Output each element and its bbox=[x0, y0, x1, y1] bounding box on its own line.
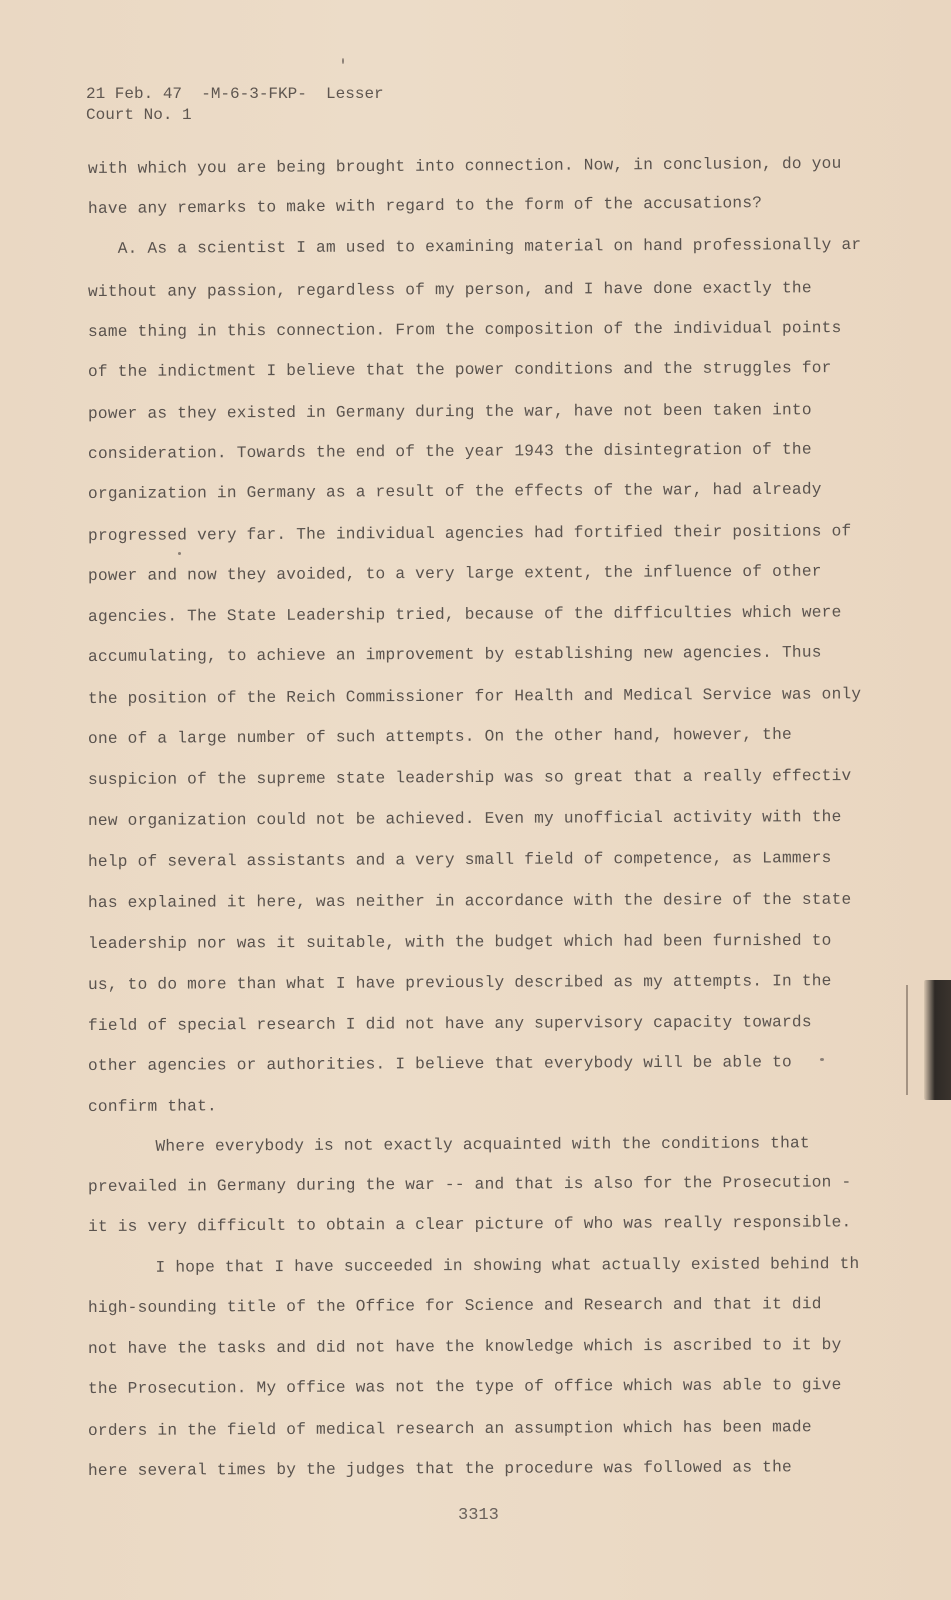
transcript-line: same thing in this connection. From the composition of the individual points bbox=[87, 319, 842, 341]
paper-speck bbox=[820, 1058, 824, 1061]
transcript-line: with which you are being brought into connection. Now, in conclusion, do you bbox=[87, 154, 842, 178]
transcript-line: field of special research I did not have any supervisory capacity towards bbox=[87, 1013, 812, 1035]
transcript-line: us, to do more than what I have previously described as my attempts. In the bbox=[87, 972, 832, 994]
page-edge-crease bbox=[906, 985, 908, 1095]
header-date-reference: 21 Feb. 47 -M-6-3-FKP- Lesser bbox=[86, 85, 384, 103]
transcript-line: prevailed in Germany during the war -- and that is also for the Prosecution - bbox=[87, 1173, 852, 1196]
transcript-line: agencies. The State Leadership tried, because of the difficulties which were bbox=[87, 603, 842, 626]
page-number: 3313 bbox=[458, 1506, 499, 1525]
transcript-line: consideration. Towards the end of the year 1943 the disintegration of the bbox=[87, 440, 812, 463]
transcript-line: have any remarks to make with regard to the form of the accusations? bbox=[87, 194, 763, 218]
document-header bbox=[86, 84, 384, 126]
transcript-line: new organization could not be achieved. Even my unofficial activity with the bbox=[87, 808, 842, 830]
transcript-line: of the indictment I believe that the power conditions and the struggles for bbox=[87, 359, 832, 381]
transcript-line: help of several assistants and a very small field of competence, as Lammers bbox=[87, 849, 832, 871]
transcript-line: power and now they avoided, to a very large extent, the influence of other bbox=[87, 562, 822, 585]
transcript-line: without any passion, regardless of my person, and I have done exactly the bbox=[87, 279, 812, 301]
transcript-line: suspicion of the supreme state leadership was so great that a really effectiv bbox=[87, 767, 852, 789]
transcript-line: accumulating, to achieve an improvement by establishing new agencies. Thus bbox=[87, 643, 822, 666]
paper-speck bbox=[342, 58, 344, 64]
transcript-line: progressed very far. The individual agencies had fortified their positions of bbox=[87, 522, 852, 545]
header-court: Court No. 1 bbox=[86, 106, 192, 124]
transcript-line: power as they existed in Germany during the war, have not been taken into bbox=[87, 401, 812, 423]
transcript-line: confirm that. bbox=[87, 1097, 217, 1116]
transcript-line: one of a large number of such attempts. On the other hand, however, the bbox=[87, 725, 792, 748]
transcript-line: Where everybody is not exactly acquainted with the conditions that bbox=[95, 1134, 810, 1156]
transcript-line: I hope that I have succeeded in showing what actually existed behind th bbox=[95, 1255, 860, 1277]
transcript-line: organization in Germany as a result of the effects of the war, had already bbox=[87, 480, 822, 503]
transcript-line: the position of the Reich Commissioner for Health and Medical Service was only bbox=[87, 685, 862, 708]
transcript-line: high-sounding title of the Office for Science and Research and that it did bbox=[87, 1295, 822, 1317]
transcript-line: orders in the field of medical research an assumption which has been made bbox=[87, 1418, 812, 1440]
transcript-line: A. As a scientist I am used to examining material on hand professionally ar bbox=[87, 235, 862, 258]
page-edge-damage bbox=[924, 980, 951, 1100]
transcript-line: has explained it here, was neither in accordance with the desire of the state bbox=[87, 890, 852, 912]
transcript-line: leadership nor was it suitable, with the budget which had been furnished to bbox=[87, 931, 832, 953]
transcript-line: the Prosecution. My office was not the type of office which was able to give bbox=[87, 1376, 842, 1398]
transcript-line: not have the tasks and did not have the knowledge which is ascribed to it by bbox=[87, 1336, 842, 1358]
transcript-line: other agencies or authorities. I believe that everybody will be able to bbox=[87, 1053, 792, 1075]
transcript-line: here several times by the judges that the procedure was followed as the bbox=[87, 1458, 792, 1480]
transcript-line: it is very difficult to obtain a clear picture of who was really responsible. bbox=[87, 1213, 852, 1236]
paper-speck bbox=[178, 552, 181, 555]
